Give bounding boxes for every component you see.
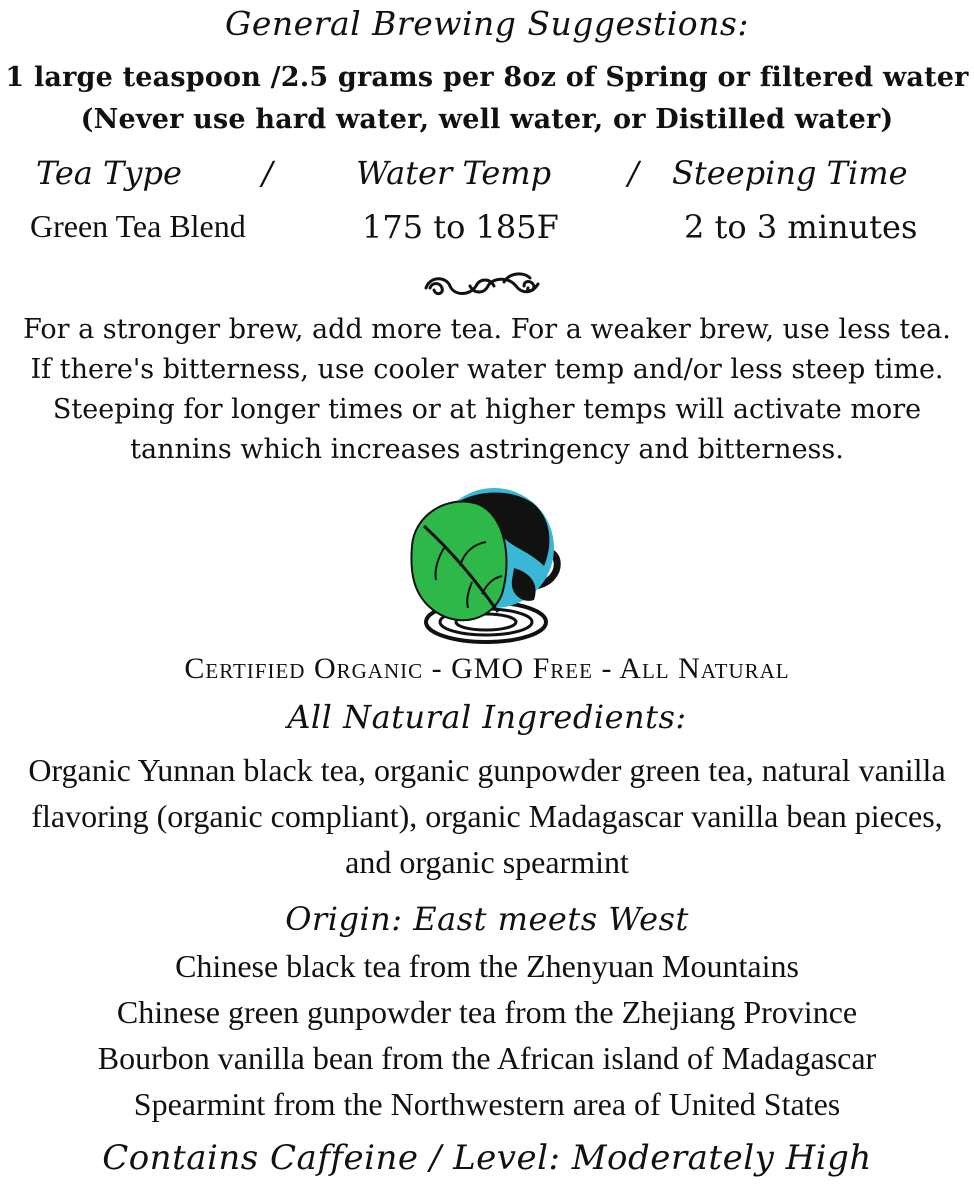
header-steeping-time: Steeping Time [672, 154, 908, 192]
origin-heading: Origin: East meets West [285, 900, 689, 938]
tip-line-1: For a stronger brew, add more tea. For a weaker brew, use less tea. [23, 314, 951, 345]
globe-leaf-teacup-logo [394, 482, 570, 652]
tip-line-4: tannins which increases astringency and bitterness. [130, 434, 844, 465]
origin-line-1: Chinese black tea from the Zhenyuan Mountains [175, 948, 799, 984]
header-tea-type: Tea Type [36, 154, 182, 192]
tip-line-2: If there's bitterness, use cooler water temp and/or less steep time. [30, 354, 944, 385]
brewing-water-note: (Never use hard water, well water, or Distilled water) [80, 104, 894, 135]
brewing-heading: General Brewing Suggestions: [225, 4, 749, 43]
scroll-flourish-icon [420, 268, 544, 304]
value-steeping-time: 2 to 3 minutes [684, 208, 918, 246]
header-divider-2: / [628, 154, 639, 192]
value-water-temp: 175 to 185F [362, 208, 559, 246]
table-header-row [0, 154, 974, 204]
table-value-row [0, 208, 974, 258]
header-divider-1: / [262, 154, 273, 192]
caffeine-line: Contains Caffeine / Level: Moderately High [102, 1138, 872, 1178]
origin-line-3: Bourbon vanilla bean from the African island of Madagascar [97, 1040, 877, 1076]
origin-line-2: Chinese green gunpowder tea from the Zhejiang Province [116, 994, 858, 1030]
ingredients-heading: All Natural Ingredients: [287, 698, 687, 736]
brewing-amount-line: 1 large teaspoon /2.5 grams per 8oz of Spring or filtered water [5, 62, 969, 93]
tip-line-3: Steeping for longer times or at higher temps will activate more [52, 394, 922, 425]
ingredients-line-3: and organic spearmint [345, 844, 629, 880]
origin-line-4: Spearmint from the Northwestern area of United States [133, 1086, 841, 1122]
ingredients-line-2: flavoring (organic compliant), organic Madagascar vanilla bean pieces, [31, 798, 943, 834]
ingredients-line-1: Organic Yunnan black tea, organic gunpowder green tea, natural vanilla [28, 752, 946, 788]
header-water-temp: Water Temp [356, 154, 552, 192]
value-tea-type: Green Tea Blend [30, 208, 246, 244]
certification-line: Certified Organic - GMO Free - All Natural [184, 652, 790, 685]
